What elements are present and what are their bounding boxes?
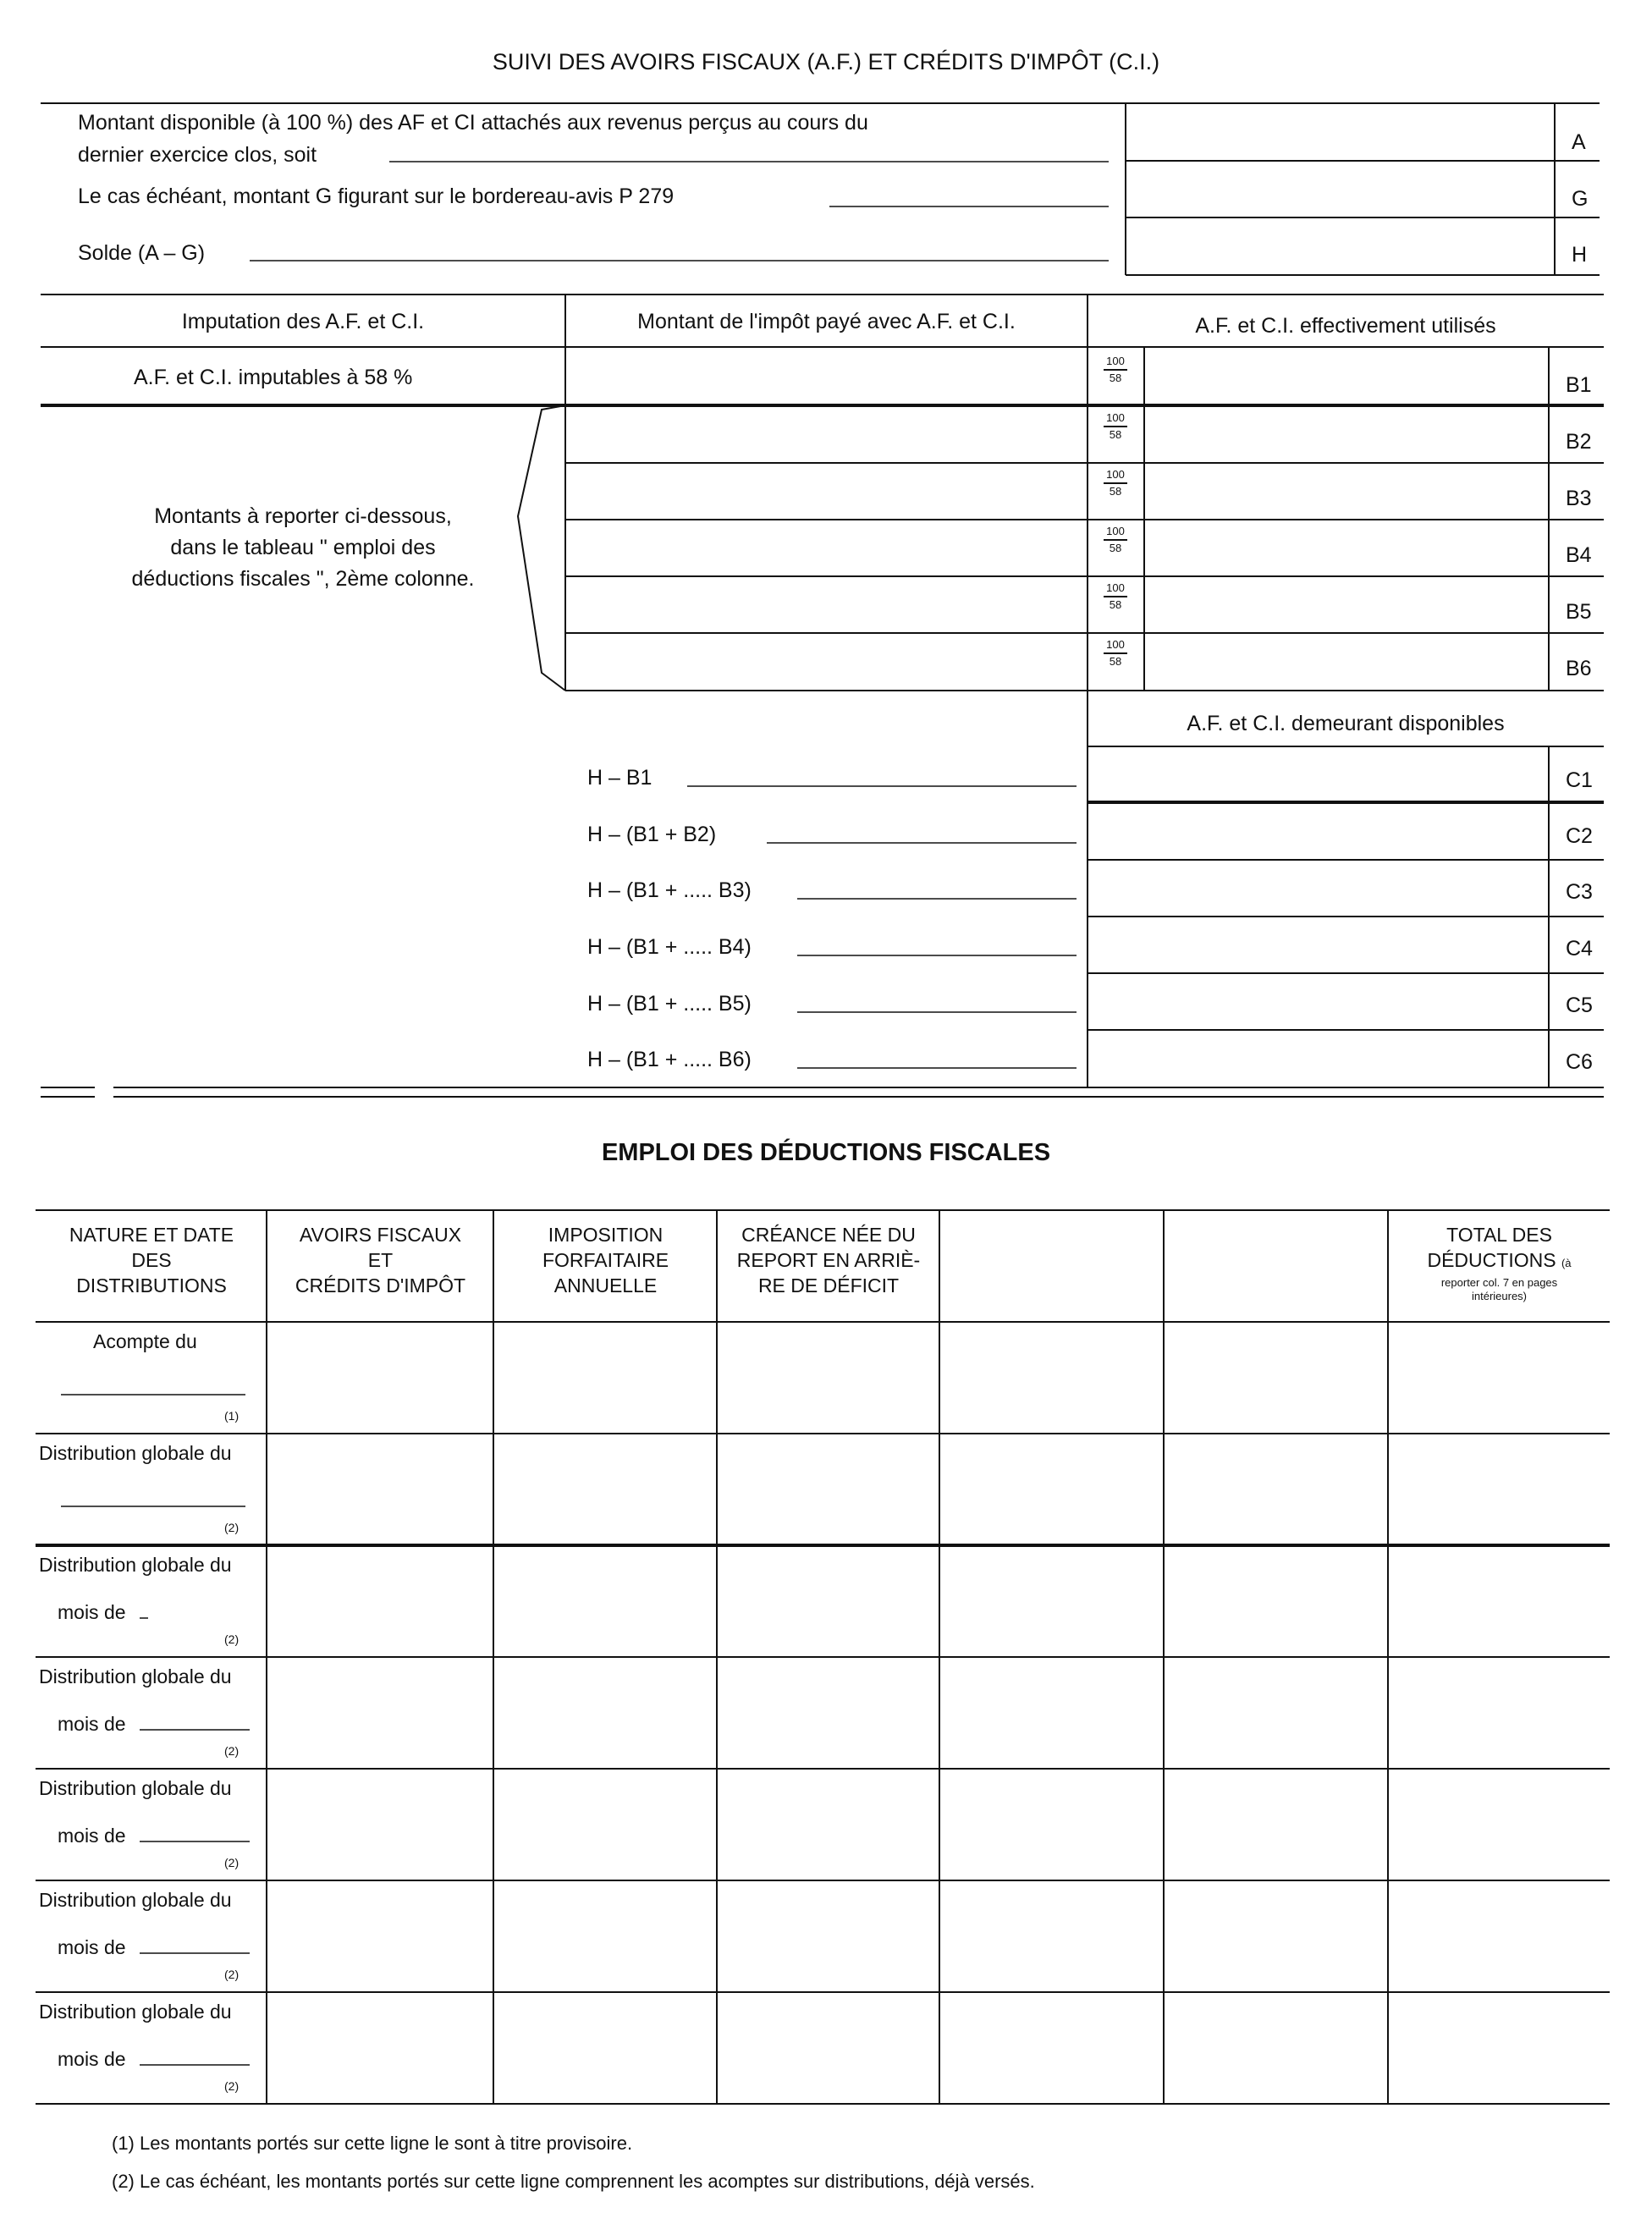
impot-paye-b6-field[interactable] — [567, 635, 1086, 689]
code-b5: B5 — [1566, 600, 1592, 624]
code-b2: B2 — [1566, 430, 1592, 454]
header-creance — [718, 1222, 939, 1298]
impot-paye-b1-field[interactable] — [567, 349, 1086, 404]
disponible-c2-field[interactable] — [1089, 804, 1547, 858]
row-h-text: Solde (A – G) — [78, 241, 206, 265]
amount-h-field[interactable] — [1127, 219, 1553, 273]
row7-note: (2) — [224, 2079, 240, 2093]
report-note-line2: dans le tableau " emploi des — [170, 536, 436, 559]
c4-label: H – (B1 + ..... B4) — [587, 935, 752, 959]
code-c5: C5 — [1566, 994, 1593, 1017]
section2-title: EMPLOI DES DÉDUCTIONS FISCALES — [601, 1139, 1051, 1166]
row3-line2: mois de — [58, 1601, 126, 1623]
code-a: A — [1572, 130, 1586, 154]
fraction-num: 100 — [1106, 355, 1125, 367]
header-nature-date-l2: DES — [131, 1249, 172, 1271]
row6-line2: mois de — [58, 1936, 126, 1958]
header-total-l1: TOTAL DES — [1446, 1224, 1552, 1246]
header-creance-l3: RE DE DÉFICIT — [757, 1274, 900, 1296]
disponible-c1-field[interactable] — [1089, 748, 1547, 801]
row2-note: (2) — [224, 1521, 240, 1534]
row6-note: (2) — [224, 1968, 240, 1981]
row3-line1: Distribution globale du — [39, 1554, 232, 1576]
fraction-b6 — [1100, 639, 1131, 668]
fraction-den: 58 — [1109, 598, 1122, 611]
header-imposition-l1: IMPOSITION — [548, 1224, 664, 1246]
utilise-b1-field[interactable] — [1146, 349, 1547, 404]
disponible-c6-field[interactable] — [1089, 1032, 1547, 1086]
fraction-den: 58 — [1109, 372, 1122, 384]
code-h: H — [1572, 243, 1588, 267]
header-nature-date — [37, 1222, 266, 1298]
utilise-b4-field[interactable] — [1146, 521, 1547, 575]
row7-line2: mois de — [58, 2048, 126, 2070]
fraction-num: 100 — [1106, 581, 1125, 594]
disponible-c4-field[interactable] — [1089, 918, 1547, 972]
header-nature-date-l3: DISTRIBUTIONS — [76, 1274, 227, 1296]
header-imputation: Imputation des A.F. et C.I. — [181, 310, 425, 333]
code-g: G — [1572, 187, 1589, 211]
disponible-c3-field[interactable] — [1089, 862, 1547, 915]
row5-note: (2) — [224, 1856, 240, 1869]
c6-label: H – (B1 + ..... B6) — [587, 1048, 752, 1071]
header-imposition-l3: ANNUELLE — [553, 1274, 658, 1296]
utilise-b3-field[interactable] — [1146, 465, 1547, 518]
impot-paye-b4-field[interactable] — [567, 521, 1086, 575]
header-total-note2: reporter col. 7 en pages — [1440, 1276, 1558, 1289]
header-total-note3: intérieures) — [1471, 1290, 1528, 1302]
c2-label: H – (B1 + B2) — [587, 823, 717, 846]
row7-line1: Distribution globale du — [39, 2001, 232, 2023]
footnote-1: (1) Les montants portés sur cette ligne le sont à titre provisoire. — [112, 2133, 633, 2154]
code-c1: C1 — [1566, 768, 1593, 792]
fraction-num: 100 — [1106, 638, 1125, 651]
header-creance-l1: CRÉANCE NÉE DU — [741, 1224, 916, 1246]
c3-label: H – (B1 + ..... B3) — [587, 878, 752, 902]
row4-note: (2) — [224, 1744, 240, 1758]
header-total-note1: (à — [1561, 1257, 1572, 1269]
code-b6: B6 — [1566, 657, 1592, 680]
report-note — [83, 501, 523, 595]
row2-line1: Distribution globale du — [39, 1442, 232, 1464]
c1-label: H – B1 — [587, 766, 653, 790]
utilise-b2-field[interactable] — [1146, 407, 1547, 461]
header-avoirs-fiscaux — [267, 1222, 493, 1298]
utilise-b5-field[interactable] — [1146, 578, 1547, 631]
impot-paye-b3-field[interactable] — [567, 465, 1086, 518]
fraction-den: 58 — [1109, 655, 1122, 668]
row3-note: (2) — [224, 1632, 240, 1646]
fraction-num: 100 — [1106, 411, 1125, 424]
header-nature-date-l1: NATURE ET DATE — [69, 1224, 234, 1246]
code-b3: B3 — [1566, 487, 1592, 510]
amount-g-field[interactable] — [1127, 162, 1553, 216]
fraction-num: 100 — [1106, 468, 1125, 481]
code-c3: C3 — [1566, 880, 1593, 904]
header-avoirs-fiscaux-l2: ET — [367, 1249, 394, 1271]
header-avoirs-fiscaux-l3: CRÉDITS D'IMPÔT — [295, 1274, 466, 1296]
header-total-l2 — [1389, 1247, 1610, 1276]
row4-line2: mois de — [58, 1713, 126, 1735]
code-b4: B4 — [1566, 543, 1592, 567]
code-c2: C2 — [1566, 824, 1593, 848]
section1-title: SUIVI DES AVOIRS FISCAUX (A.F.) ET CRÉDITS D'IMPÔT (C.I.) — [492, 49, 1160, 74]
row5-line2: mois de — [58, 1825, 126, 1847]
row1-line1: Acompte du — [93, 1330, 197, 1352]
fraction-b5 — [1100, 582, 1131, 611]
fraction-b1 — [1100, 355, 1131, 384]
row1-note: (1) — [224, 1409, 240, 1423]
disponible-c5-field[interactable] — [1089, 975, 1547, 1028]
header-imposition — [494, 1222, 717, 1298]
impot-paye-b5-field[interactable] — [567, 578, 1086, 631]
fraction-den: 58 — [1109, 485, 1122, 498]
row6-line1: Distribution globale du — [39, 1889, 232, 1911]
utilise-b6-field[interactable] — [1146, 635, 1547, 689]
header-montant-impot: Montant de l'impôt payé avec A.F. et C.I. — [637, 310, 1016, 333]
c5-label: H – (B1 + ..... B5) — [587, 992, 752, 1016]
amount-a-field[interactable] — [1127, 105, 1553, 159]
header-avoirs-fiscaux-l1: AVOIRS FISCAUX — [299, 1224, 462, 1246]
imputables-58-label: A.F. et C.I. imputables à 58 % — [134, 366, 413, 389]
fraction-b3 — [1100, 469, 1131, 498]
report-note-line3: déductions fiscales ", 2ème colonne. — [131, 567, 475, 591]
header-total-l2-text: DÉDUCTIONS — [1427, 1249, 1556, 1271]
footnote-2: (2) Le cas échéant, les montants portés sur cette ligne comprennent les acomptes sur distributions, déjà versés. — [112, 2171, 1035, 2192]
header-total-deductions — [1389, 1222, 1610, 1303]
code-c6: C6 — [1566, 1050, 1593, 1074]
row5-line1: Distribution globale du — [39, 1777, 232, 1799]
code-b1: B1 — [1566, 373, 1592, 397]
fraction-den: 58 — [1109, 542, 1122, 554]
code-c4: C4 — [1566, 937, 1593, 961]
row-g-text: Le cas échéant, montant G figurant sur le bordereau-avis P 279 — [78, 184, 675, 208]
impot-paye-b2-field[interactable] — [567, 407, 1086, 461]
row4-line1: Distribution globale du — [39, 1665, 232, 1687]
row-a-text-line1: Montant disponible (à 100 %) des AF et CI attachés aux revenus perçus au cours du — [78, 111, 868, 135]
header-creance-l2: REPORT EN ARRIÈ- — [736, 1249, 921, 1271]
header-demeurant-disponibles: A.F. et C.I. demeurant disponibles — [1187, 712, 1505, 735]
report-note-line1: Montants à reporter ci-dessous, — [154, 504, 452, 528]
fraction-b4 — [1100, 526, 1131, 554]
header-imposition-l2: FORFAITAIRE — [542, 1249, 669, 1271]
fraction-b2 — [1100, 412, 1131, 441]
fraction-den: 58 — [1109, 428, 1122, 441]
fraction-num: 100 — [1106, 525, 1125, 537]
row-a-text-line2: dernier exercice clos, soit — [78, 143, 317, 167]
header-effectivement-utilises: A.F. et C.I. effectivement utilisés — [1195, 314, 1496, 338]
